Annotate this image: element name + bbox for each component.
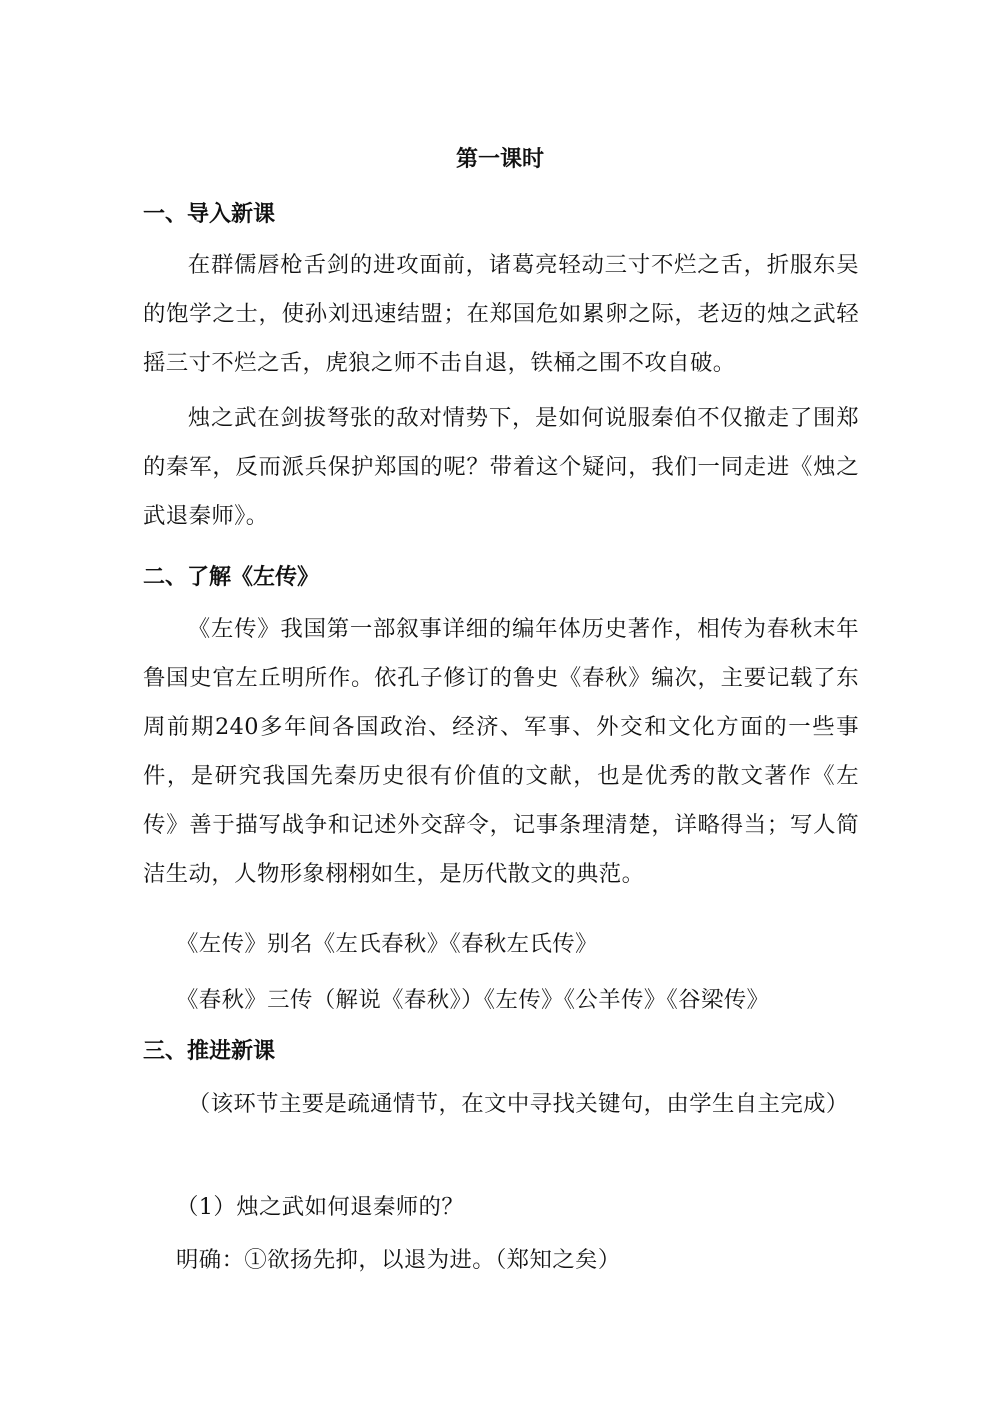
section-heading-zuozhuan: 二、了解《左传》 — [143, 565, 320, 590]
section-heading-advance: 三、推进新课 — [143, 1039, 276, 1064]
paragraph-zuozhuan: 《左传》我国第一部叙事详细的编年体历史著作，相传为春秋末年鲁国史官左丘明所作。依孔子修订的鲁史《春秋》编次，主要记载了东周前期240多年间各国政治、经济、军事、外交和文化方面的一些事件，是研究我国先秦历史很有价值的文献，也是优秀的散文著作《左传》善于描写战争和记述外交辞令，记事条理清楚，详略得当；写人简洁生动，人物形象栩栩如生，是历代散文的典范。 — [143, 616, 859, 887]
answer-1-line: 明确：①欲扬先抑，以退为进。（郑知之矣） — [176, 1247, 621, 1273]
question-1-line: （1）烛之武如何退秦师的？ — [176, 1194, 465, 1220]
paragraph-advance-note: （该环节主要是疏通情节，在文中寻找关键句，由学生自主完成） — [187, 1091, 849, 1117]
chunqiu-three-commentaries-line: 《春秋》三传（解说《春秋》）《左传》《公羊传》《谷梁传》 — [176, 987, 770, 1013]
section-heading-intro: 一、导入新课 — [143, 202, 276, 227]
paragraph-intro-2: 烛之武在剑拔弩张的敌对情势下，是如何说服秦伯不仅撤走了围郑的秦军，反而派兵保护郑国的呢？带着这个疑问，我们一同走进《烛之武退秦师》。 — [143, 405, 859, 529]
page-title: 第一课时 — [455, 147, 544, 172]
paragraph-intro-1: 在群儒唇枪舌剑的进攻面前，诸葛亮轻动三寸不烂之舌，折服东吴的饱学之士，使孙刘迅速结盟；在郑国危如累卵之际，老迈的烛之武轻摇三寸不烂之舌，虎狼之师不击自退，铁桶之围不攻自破。 — [143, 252, 859, 376]
zuozhuan-alias-line: 《左传》别名《左氏春秋》《春秋左氏传》 — [176, 931, 598, 957]
